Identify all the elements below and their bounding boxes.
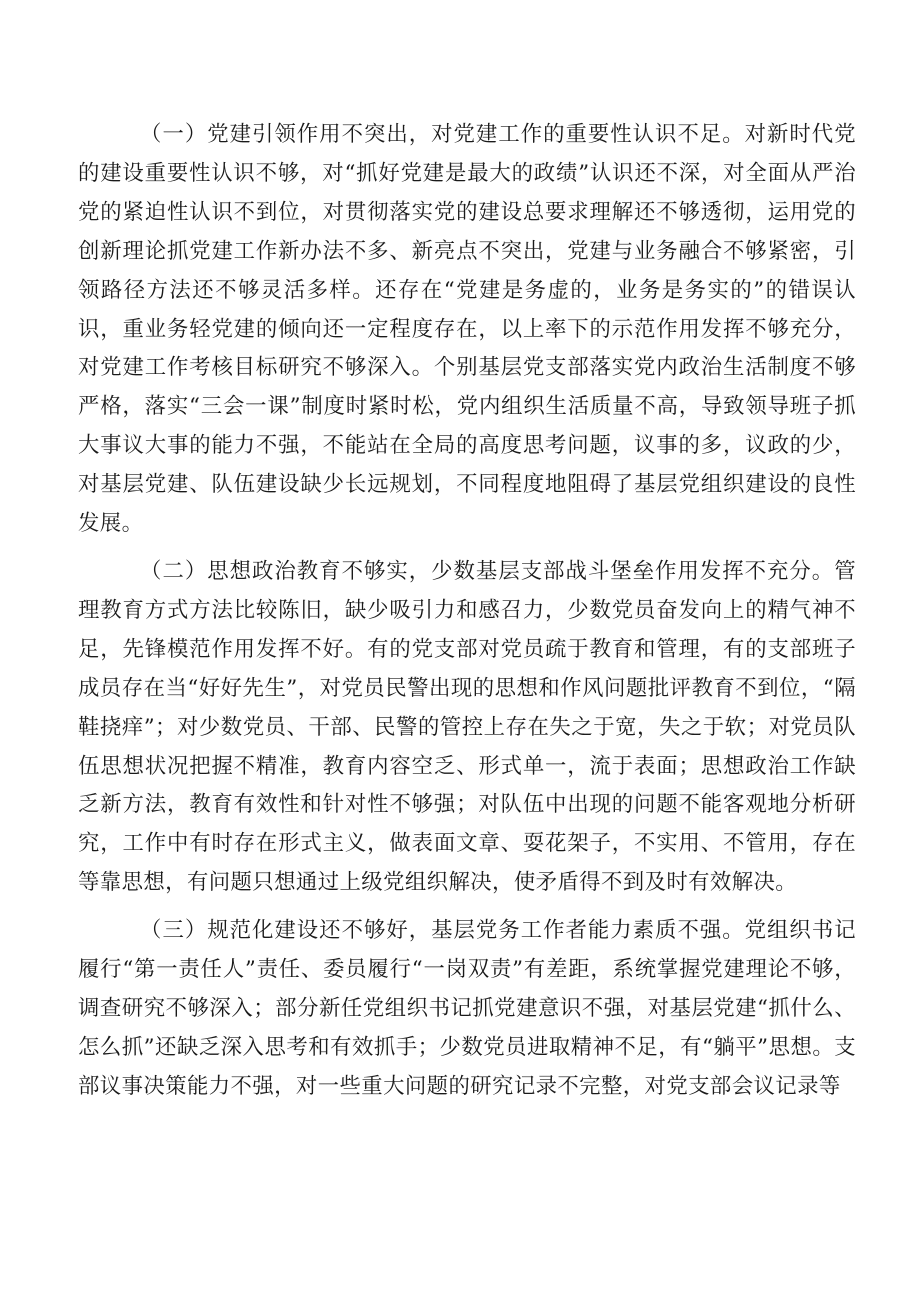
paragraph-1: （一）党建引领作用不突出，对党建工作的重要性认识不足。对新时代党的建设重要性认识不够，对“抓好党建是最大的政绩”认识还不深，对全面从严治党的紧迫性认识不到位，对贯彻落实党的建设总要求理解还不够透彻，运用党的创新理论抓党建工作新办法不多、新亮点不突出，党建与业务融合不够紧密，引领路径方法还不够灵活多样。还存在“党建是务虚的，业务是务实的”的错误认识，重业务轻党建的倾向还一定程度存在，以上率下的示范作用发挥不够充分，对党建工作考核目标研究不够深入。个别基层党支部落实党内政治生活制度不够严格，落实“三会一课”制度时紧时松，党内组织生活质量不高，导致领导班子抓大事议大事的能力不强，不能站在全局的高度思考问题，议事的多，议政的少，对基层党建、队伍建设缺少长远规划，不同程度地阻碍了基层党组织建设的良性发展。 (78, 122, 856, 537)
document-body (78, 116, 856, 1116)
paragraph-3: （三）规范化建设还不够好，基层党务工作者能力素质不强。党组织书记履行“第一责任人”责任、委员履行“一岗双责”有差距，系统掌握党建理论不够，调查研究不够深入；部分新任党组织书记抓党建意识不强，对基层党建“抓什么、怎么抓”还缺乏深入思考和有效抓手；少数党员进取精神不足，有“躺平”思想。支部议事决策能力不强，对一些重大问题的研究记录不完整，对党支部会议记录等 (78, 918, 856, 1099)
paragraph-2: （二）思想政治教育不够实，少数基层支部战斗堡垒作用发挥不充分。管理教育方式方法比较陈旧，缺少吸引力和感召力，少数党员奋发向上的精气神不足，先锋模范作用发挥不好。有的党支部对党员疏于教育和管理，有的支部班子成员存在当“好好先生”，对党员民警出现的思想和作风问题批评教育不到位，“隔鞋挠痒”；对少数党员、干部、民警的管控上存在失之于宽，失之于软；对党员队伍思想状况把握不精准，教育内容空乏、形式单一，流于表面；思想政治工作缺乏新方法，教育有效性和针对性不够强；对队伍中出现的问题不能客观地分析研究，工作中有时存在形式主义，做表面文章、耍花架子，不实用、不管用，存在等靠思想，有问题只想通过上级党组织解决，使矛盾得不到及时有效解决。 (78, 558, 856, 896)
